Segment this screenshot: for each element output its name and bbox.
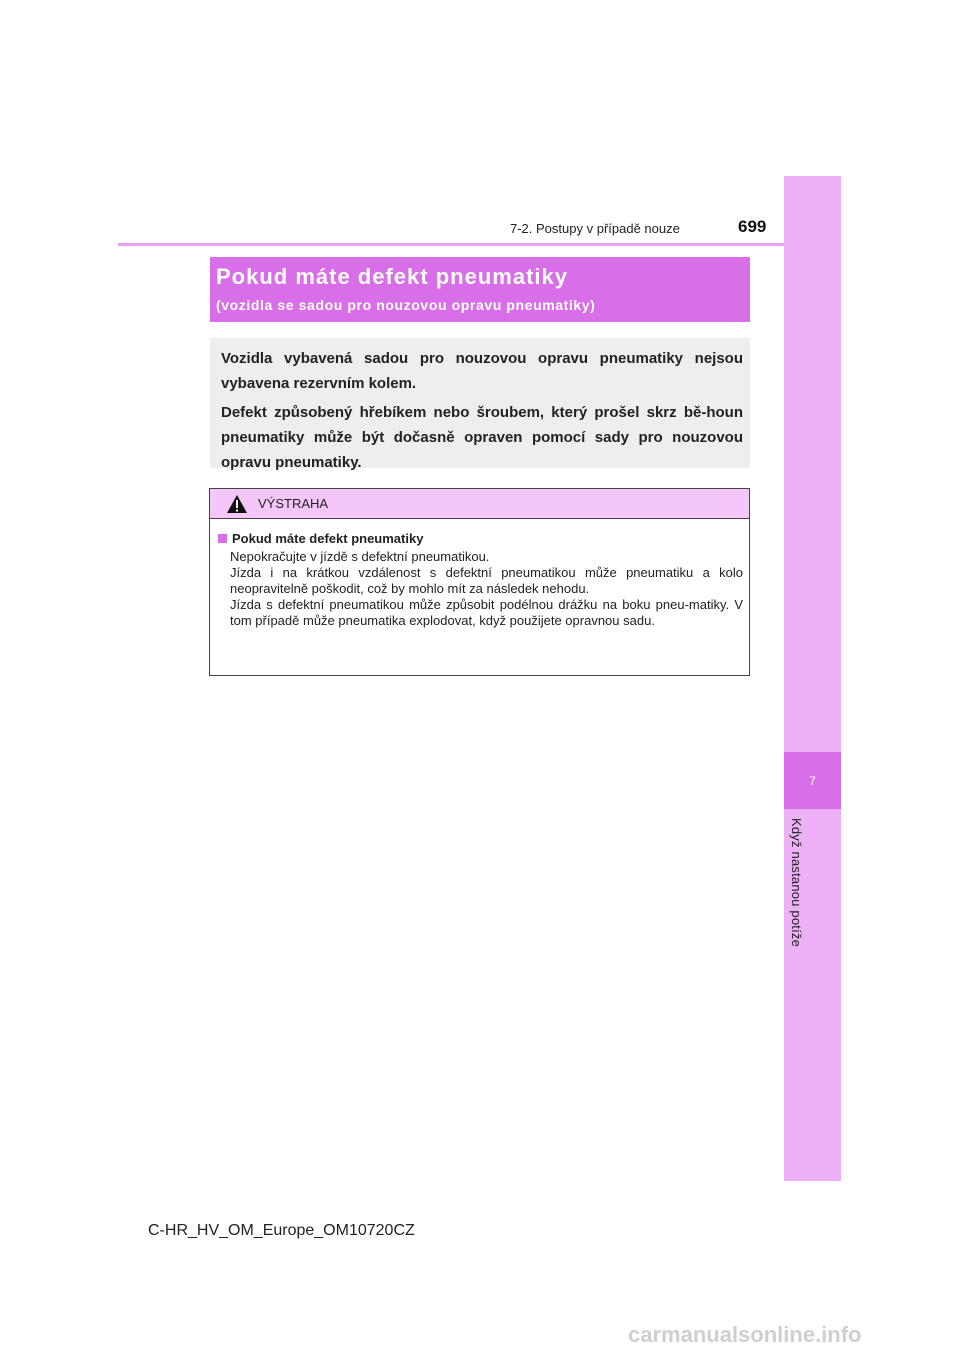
chapter-number-badge — [784, 752, 841, 809]
square-bullet-icon — [218, 534, 227, 543]
chapter-number: 7 — [809, 773, 816, 788]
warning-header — [210, 489, 749, 519]
page-subtitle: (vozidla se sadou pro nouzovou opravu pneumatiky) — [216, 297, 596, 313]
warning-heading-text: Pokud máte defekt pneumatiky — [232, 531, 424, 546]
warning-box — [209, 488, 750, 676]
chapter-title-vertical: Když nastanou potíže — [789, 818, 804, 948]
warning-paragraph: Jízda s defektní pneumatikou může způsobit podélnou drážku na boku pneu-matiky. V tom případě může pneumatika explodovat, když použijete opravnou sadu. — [230, 597, 743, 628]
warning-bullet-heading — [218, 531, 743, 546]
warning-body — [210, 519, 749, 629]
chapter-side-tab — [784, 176, 841, 1181]
document-code: C-HR_HV_OM_Europe_OM10720CZ — [148, 1222, 415, 1239]
title-banner — [210, 257, 750, 322]
intro-paragraph: Vozidla vybavená sadou pro nouzovou opravu pneumatiky nejsou vybavena rezervním kolem. — [221, 350, 743, 392]
intro-paragraph: Defekt způsobený hřebíkem nebo šroubem, který prošel skrz bě-houn pneumatiky může být dočasně opraven pomocí sady pro nouzovou opravu pneumatiky. — [221, 404, 743, 471]
warning-title: VÝSTRAHA — [258, 496, 329, 511]
intro-box — [210, 338, 750, 471]
warning-paragraph: Jízda i na krátkou vzdálenost s defektní pneumatikou může pneumatiku a kolo neopravitelně poškodit, což by mohlo mít za následek nehodu. — [230, 565, 743, 596]
watermark-text: carmanualsonline.info — [628, 1322, 862, 1347]
warning-triangle-icon — [226, 494, 248, 514]
section-title: 7-2. Postupy v případě nouze — [510, 221, 680, 236]
page-number: 699 — [738, 217, 767, 236]
warning-paragraph: Nepokračujte v jízdě s defektní pneumatikou. — [230, 549, 490, 564]
header-divider — [118, 243, 784, 246]
page-title: Pokud máte defekt pneumatiky — [216, 264, 568, 289]
